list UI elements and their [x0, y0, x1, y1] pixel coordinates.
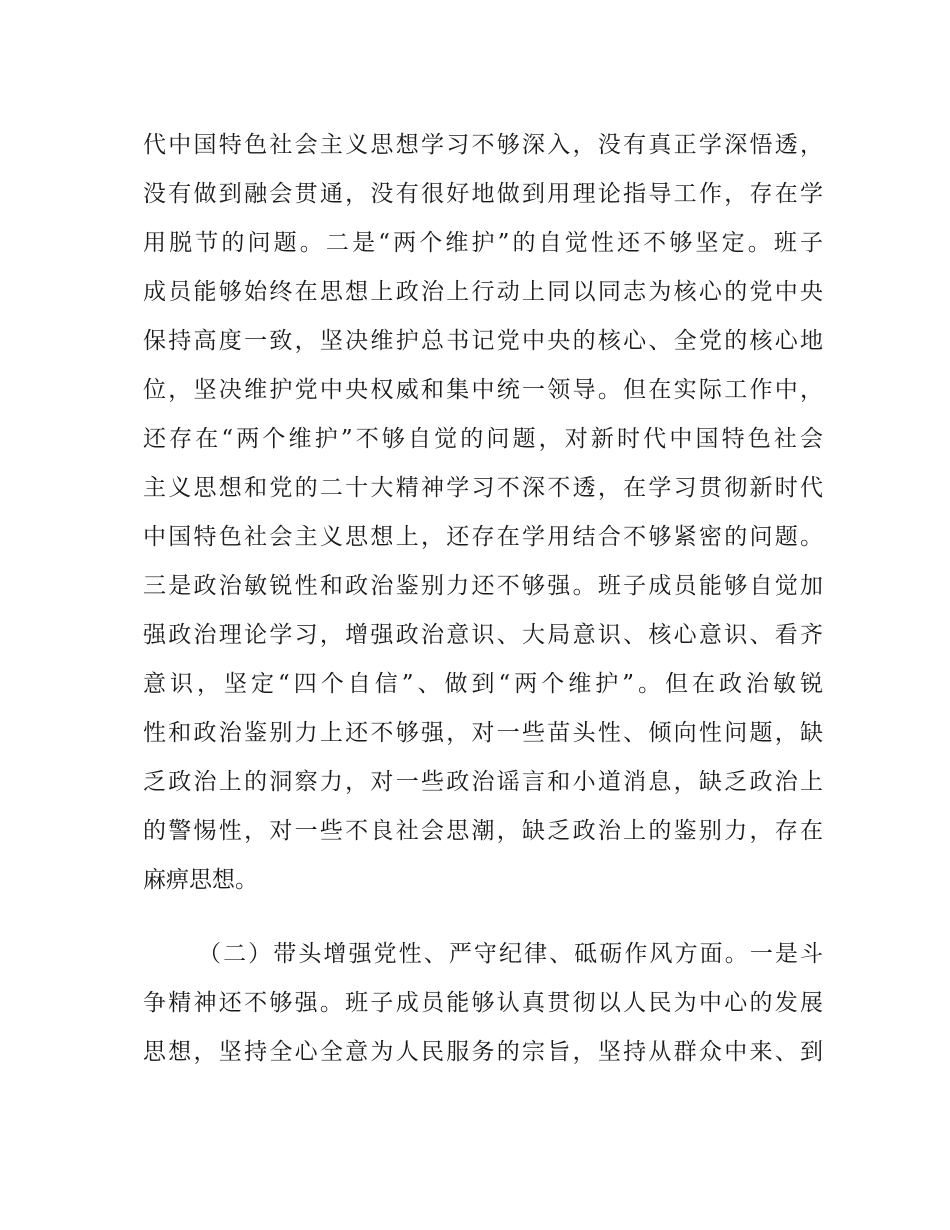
- text-line: 主义思想和党的二十大精神学习不深不透，在学习贯彻新时代: [143, 475, 823, 501]
- text-line: 保持高度一致，坚决维护总书记党中央的核心、全党的核心地: [143, 328, 823, 354]
- text-line: 中国特色社会主义思想上，还存在学用结合不够紧密的问题。: [143, 524, 823, 550]
- text-line: 的警惕性，对一些不良社会思潮，缺乏政治上的鉴别力，存在: [143, 818, 823, 844]
- text-line: 思想，坚持全心全意为人民服务的宗旨，坚持从群众中来、到: [143, 1039, 823, 1065]
- text-line: 争精神还不够强。班子成员能够认真贯彻以人民为中心的发展: [143, 990, 823, 1016]
- text-line: 代中国特色社会主义思想学习不够深入，没有真正学深悟透，: [143, 132, 823, 158]
- text-line: 性和政治鉴别力上还不够强，对一些苗头性、倾向性问题，缺: [143, 720, 823, 746]
- text-line: 乏政治上的洞察力，对一些政治谣言和小道消息，缺乏政治上: [143, 769, 823, 795]
- text-line: 麻痹思想。: [143, 867, 258, 893]
- text-line: 三是政治敏锐性和政治鉴别力还不够强。班子成员能够自觉加: [143, 573, 823, 599]
- text-line: 没有做到融会贯通，没有很好地做到用理论指导工作，存在学: [143, 181, 823, 207]
- text-line: 用脱节的问题。二是“两个维护”的自觉性还不够坚定。班子: [143, 230, 823, 256]
- text-line: 还存在“两个维护”不够自觉的问题，对新时代中国特色社会: [143, 426, 823, 452]
- text-line: 成员能够始终在思想上政治上行动上同以同志为核心的党中央: [143, 279, 823, 305]
- text-line: 意识，坚定“四个自信”、做到“两个维护”。但在政治敏锐: [143, 671, 823, 697]
- text-line: 位，坚决维护党中央权威和集中统一领导。但在实际工作中，: [143, 377, 823, 403]
- text-line: （二）带头增强党性、严守纪律、砥砺作风方面。一是斗: [198, 941, 823, 967]
- text-line: 强政治理论学习，增强政治意识、大局意识、核心意识、看齐: [143, 622, 823, 648]
